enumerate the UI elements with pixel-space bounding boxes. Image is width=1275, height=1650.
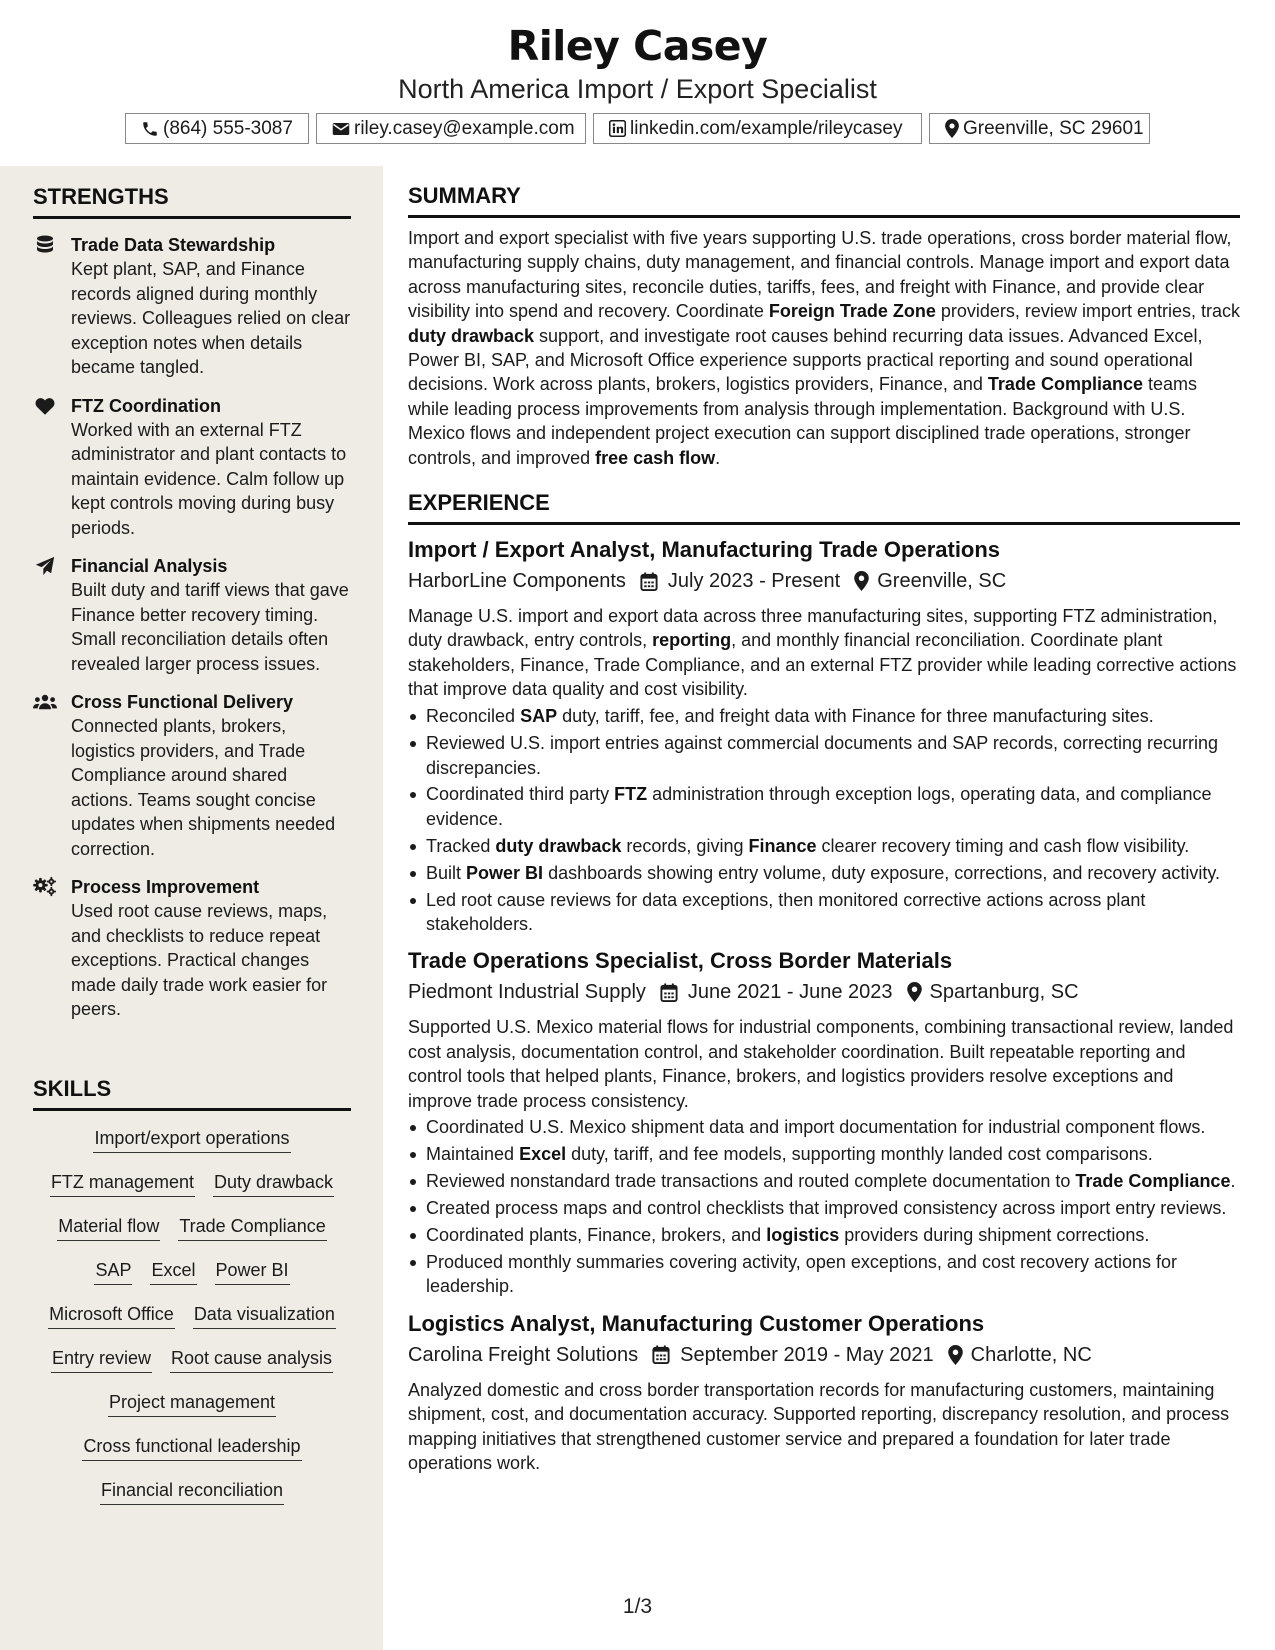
job-bullet: Produced monthly summaries covering activity, open exceptions, and cost recovery actions for leadership. (408, 1250, 1240, 1299)
skills-row (33, 1125, 351, 1153)
contact-linkedin[interactable] (593, 113, 922, 144)
skill-tag: Entry review (51, 1345, 152, 1373)
skill-tag: Microsoft Office (48, 1301, 175, 1329)
skills-row (33, 1389, 351, 1417)
job-description: Manage U.S. import and export data across three manufacturing sites, supporting FTZ administration, duty drawback, entry controls, reporting, and monthly financial reconciliation. Coordinate plant stakeholders, Finance, Trade Compliance, and an external FTZ provider while leading corrective actions that improve data quality and cost visibility. (408, 606, 1237, 700)
strengths-section (33, 184, 351, 1022)
job-dates: July 2023 - Present (667, 570, 841, 593)
gears-icon (33, 877, 57, 897)
job-title: Trade Operations Specialist, Cross Border Materials (408, 948, 953, 974)
strength-desc: Used root cause reviews, maps, and checklists to reduce repeat exceptions. Practical changes made daily trade work easier for peers. (71, 901, 328, 1019)
heart-icon (33, 396, 57, 416)
experience-list (408, 535, 1240, 1475)
job-company: HarborLine Components (408, 570, 626, 593)
contact-email[interactable] (316, 113, 586, 144)
job-bullet: Reviewed U.S. import entries against commercial documents and SAP records, correcting recurring discrepancies. (408, 731, 1240, 780)
strength-title: Process Improvement (71, 877, 260, 897)
skill-tag: Import/export operations (93, 1125, 290, 1153)
job-bullets (408, 704, 1240, 936)
job-bullet: Coordinated U.S. Mexico shipment data and import documentation for industrial component flows. (408, 1115, 1240, 1139)
job-bullet: Built Power BI dashboards showing entry volume, duty exposure, corrections, and recovery activity. (408, 861, 1240, 885)
job-dates: June 2021 - June 2023 (687, 981, 893, 1004)
job-company: Carolina Freight Solutions (408, 1343, 639, 1366)
phone-icon (141, 120, 159, 138)
skill-tag: Trade Compliance (178, 1213, 326, 1241)
summary-heading: SUMMARY (408, 183, 1240, 218)
skill-tag: Excel (150, 1257, 196, 1285)
job-title: Import / Export Analyst, Manufacturing Trade Operations (408, 537, 1001, 563)
strength-desc: Worked with an external FTZ administrator and plant contacts to maintain evidence. Calm follow up kept controls moving during busy periods. (71, 419, 347, 538)
sidebar (0, 166, 383, 1650)
calendar-icon (652, 1345, 670, 1364)
skill-tag: Financial reconciliation (100, 1477, 284, 1505)
skills-row (33, 1433, 351, 1461)
job-bullet: Maintained Excel duty, tariff, and fee models, supporting monthly landed cost comparisons. (408, 1142, 1240, 1166)
strength-title: FTZ Coordination (71, 395, 221, 416)
job-bullet: Coordinated plants, Finance, brokers, and logistics providers during shipment corrections. (408, 1223, 1240, 1247)
job-location: Spartanburg, SC (929, 981, 1079, 1004)
job-company: Piedmont Industrial Supply (408, 981, 646, 1004)
job-bullet: Created process maps and control checklists that improved consistency across import entry reviews. (408, 1196, 1240, 1220)
skills-heading: SKILLS (33, 1076, 351, 1111)
strength-item (33, 554, 351, 676)
job-bullet: Led root cause reviews for data exceptions, then monitored corrective actions across plant stakeholders. (408, 888, 1240, 937)
candidate-name: Riley Casey (507, 22, 768, 70)
database-icon (33, 235, 57, 255)
strength-title: Financial Analysis (71, 556, 228, 576)
map-pin-icon (945, 119, 959, 138)
map-pin-icon (854, 571, 869, 591)
strength-title: Cross Functional Delivery (71, 692, 294, 712)
skill-tag: Project management (108, 1389, 276, 1417)
job-location: Greenville, SC (877, 570, 1007, 593)
skill-tag: Material flow (57, 1213, 160, 1241)
job-title: Logistics Analyst, Manufacturing Customer Operations (408, 1310, 985, 1336)
job-bullet: Reviewed nonstandard trade transactions and routed complete documentation to Trade Compliance. (408, 1169, 1240, 1193)
skill-tag: SAP (94, 1257, 132, 1285)
job-bullet: Coordinated third party FTZ administration through exception logs, operating data, and compliance evidence. (408, 782, 1240, 831)
candidate-title: North America Import / Export Specialist (398, 74, 877, 104)
strength-desc: Built duty and tariff views that gave Finance better recovery timing. Small reconciliation details often revealed larger process issues. (71, 580, 349, 674)
contact-phone[interactable] (125, 113, 309, 144)
strength-item (33, 690, 351, 861)
job-entry (408, 946, 1240, 1298)
map-pin-icon (948, 1345, 963, 1365)
experience-heading: EXPERIENCE (408, 490, 1240, 525)
strength-desc: Kept plant, SAP, and Finance records aligned during monthly reviews. Colleagues relied on clear exception notes when details became tangled. (71, 259, 351, 377)
skill-tag: Data visualization (193, 1301, 336, 1329)
resume-header (0, 0, 1275, 166)
skill-tag: Root cause analysis (170, 1345, 333, 1373)
calendar-icon (660, 983, 678, 1002)
skill-tag: Power BI (215, 1257, 290, 1285)
strength-desc: Connected plants, brokers, logistics providers, and Trade Compliance around shared actions. Teams sought concise updates when shipments needed correction. (71, 716, 336, 859)
skills-row (33, 1169, 351, 1197)
job-bullets (408, 1115, 1240, 1298)
skills-row (33, 1301, 351, 1329)
skills-row (33, 1345, 351, 1373)
job-description: Supported U.S. Mexico material flows for industrial components, combining transactional review, landed cost analysis, documentation control, and stakeholder coordination. Built repeatable reporting and control tools that helped plants, Finance, brokers, and logistics providers resolve exceptions and improve trade process consistency. (408, 1017, 1234, 1111)
strength-item (33, 875, 351, 1022)
strength-item (33, 394, 351, 541)
contact-location (929, 113, 1150, 144)
skill-tag: FTZ management (50, 1169, 195, 1197)
skill-tag: Duty drawback (213, 1169, 334, 1197)
strength-item (33, 233, 351, 380)
job-meta (408, 977, 1240, 1007)
job-dates: September 2019 - May 2021 (680, 1343, 934, 1366)
job-entry (408, 535, 1240, 936)
calendar-icon (640, 572, 658, 591)
skills-row (33, 1477, 351, 1505)
contact-row (0, 113, 1275, 144)
page-number: 1/3 (622, 1595, 653, 1618)
job-entry (408, 1309, 1240, 1476)
contact-phone-text: (864) 555-3087 (163, 117, 293, 139)
job-meta (408, 1340, 1240, 1370)
skills-list (33, 1125, 351, 1505)
job-bullet: Reconciled SAP duty, tariff, fee, and freight data with Finance for three manufacturing sites. (408, 704, 1240, 728)
strength-title: Trade Data Stewardship (71, 235, 276, 255)
contact-location-text: Greenville, SC 29601 (963, 117, 1144, 139)
skills-row (33, 1257, 351, 1285)
skills-section (33, 1076, 351, 1505)
users-icon (33, 692, 57, 712)
summary-text: Import and export specialist with five years supporting U.S. trade operations, cross border material flow, manufacturing supply chains, duty management, and financial controls. Manage import and export data across manufacturing sites, reconcile duties, tariffs, fees, and freight with Finance, and provide clear visibility into spend and recovery. Coordinate Foreign Trade Zone providers, review import entries, track duty drawback support, and investigate root causes behind recurring data issues. Advanced Excel, Power BI, SAP, and Microsoft Office experience supports practical reporting and sound operational decisions. Work across plants, brokers, logistics providers, Finance, and Trade Compliance teams while leading process improvements from analysis through implementation. Background with U.S. Mexico flows and independent project execution can support disciplined trade operations, stronger controls, and improved free cash flow. (408, 228, 1240, 468)
contact-email-text: riley.casey@example.com (354, 117, 575, 139)
job-meta (408, 566, 1240, 596)
main-content (408, 166, 1240, 1475)
skills-row (33, 1213, 351, 1241)
job-location: Charlotte, NC (970, 1343, 1092, 1366)
contact-linkedin-text: linkedin.com/example/rileycasey (630, 117, 903, 139)
strengths-heading: STRENGTHS (33, 184, 351, 219)
map-pin-icon (907, 982, 922, 1002)
job-description: Analyzed domestic and cross border transportation records for manufacturing customers, maintaining shipment, cost, and documentation accuracy. Supported reporting, discrepancy resolution, and process mapping initiatives that strengthened customer service and prepared a foundation for later trade operations work. (408, 1379, 1230, 1474)
job-bullet: Tracked duty drawback records, giving Finance clearer recovery timing and cash flow visibility. (408, 834, 1240, 858)
paper-plane-icon (33, 556, 57, 576)
linkedin-icon (609, 120, 626, 137)
envelope-icon (332, 121, 350, 137)
skill-tag: Cross functional leadership (82, 1433, 301, 1461)
